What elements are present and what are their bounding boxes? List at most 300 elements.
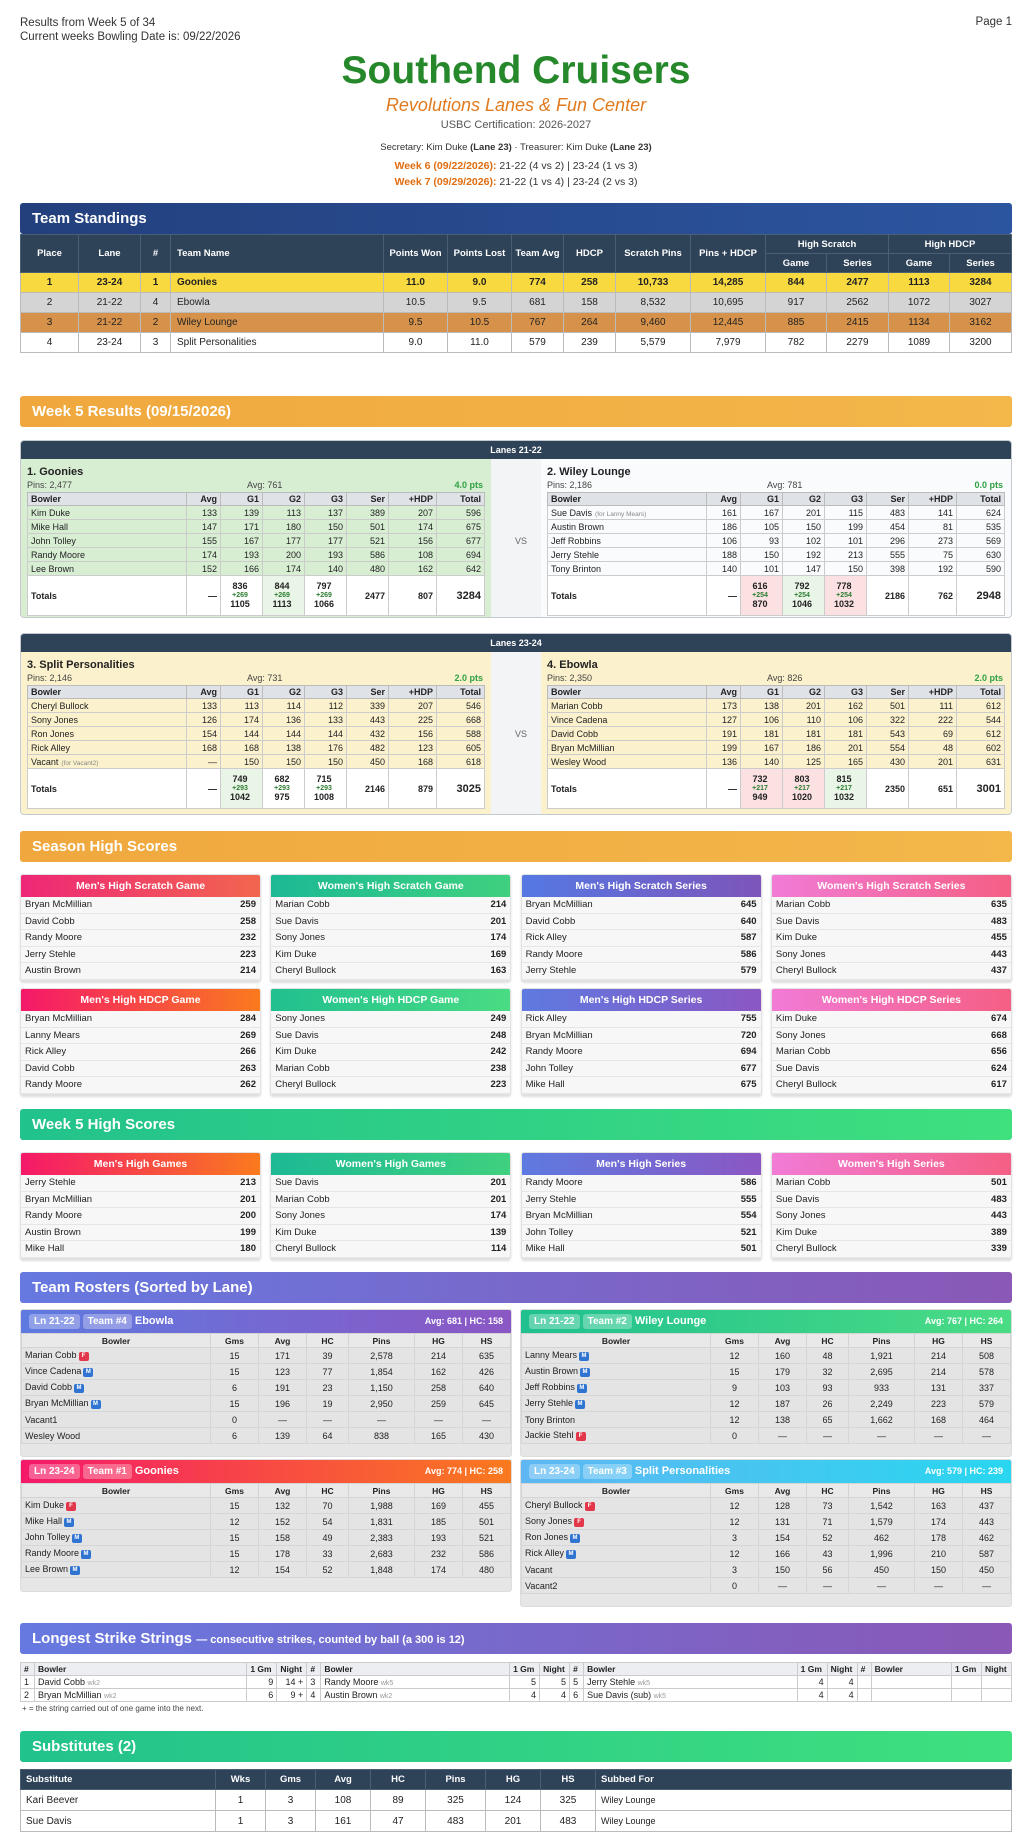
- bowler-name: Austin Brown: [324, 1690, 378, 1700]
- bowler-name: Vince Cadena: [25, 1366, 82, 1377]
- strike-col-header: Bowler: [584, 1663, 798, 1676]
- roster-row: [522, 1396, 1011, 1412]
- bowler-score: 454: [867, 520, 909, 534]
- high-score-card: [270, 988, 511, 1095]
- card-row: [271, 930, 510, 947]
- card-score: 555: [740, 1193, 757, 1205]
- roster-stat: 131: [759, 1514, 807, 1530]
- card-title: Men's High Scratch Series: [522, 875, 761, 897]
- roster-row: [522, 1514, 1011, 1530]
- bowler-score: 140: [741, 755, 783, 769]
- bowler-score: 501: [347, 520, 389, 534]
- standings-cell: 1072: [889, 293, 950, 313]
- substitute-stat: 161: [316, 1811, 371, 1832]
- game-scratch: 778: [836, 581, 852, 591]
- bowler-score: 113: [221, 699, 263, 713]
- standings-cell: 4: [141, 293, 171, 313]
- game-hdcp: +269: [316, 592, 332, 599]
- bowler-name: David Cobb: [25, 1382, 73, 1393]
- bowler-score: 101: [741, 562, 783, 576]
- match-team-left: [21, 652, 491, 815]
- totals-row: [548, 576, 1005, 616]
- card-bowler: Sony Jones: [275, 1013, 325, 1024]
- game-total: [305, 769, 347, 809]
- bowler-score: 176: [305, 741, 347, 755]
- bowler-score: 166: [221, 562, 263, 576]
- roster-stat: 214: [915, 1348, 963, 1364]
- bowler-score: 174: [221, 713, 263, 727]
- roster-stat: 171: [259, 1348, 307, 1364]
- bowler-score: 106: [825, 713, 867, 727]
- roster-stat: —: [349, 1412, 415, 1428]
- card-bowler: Sue Davis: [775, 1193, 820, 1205]
- roster-stat: 174: [415, 1562, 463, 1578]
- roster-stat: 154: [759, 1530, 807, 1546]
- standings-cell: Ebowla: [171, 293, 384, 313]
- game-total: [825, 576, 867, 616]
- bowler-score: 222: [909, 713, 957, 727]
- bowler-name: Rick Alley: [525, 1548, 565, 1559]
- card-row: [522, 1192, 761, 1209]
- totals-label: Totals: [28, 769, 187, 809]
- roster-table: [521, 1483, 1011, 1594]
- roster-bowler: [22, 1546, 211, 1562]
- card-row: [522, 1044, 761, 1061]
- roster-team-number: Team #2: [583, 1314, 632, 1329]
- strike-row: [21, 1676, 1012, 1689]
- bowler-score: 191: [707, 727, 741, 741]
- card-title: Men's High HDCP Series: [522, 989, 761, 1011]
- card-score: 437: [991, 965, 1007, 976]
- standings-cell: 2562: [827, 293, 889, 313]
- roster-stat: 154: [259, 1562, 307, 1578]
- card-row: [271, 914, 510, 931]
- bowler-score: 123: [389, 741, 437, 755]
- bowler-score: 174: [389, 520, 437, 534]
- roster-stat: 163: [915, 1498, 963, 1514]
- bowler-score: 167: [741, 741, 783, 755]
- strike-empty: [952, 1689, 982, 1702]
- high-score-card: [20, 1152, 261, 1259]
- bowler-score: 69: [909, 727, 957, 741]
- card-title: Men's High HDCP Game: [21, 989, 260, 1011]
- card-row: [772, 897, 1011, 914]
- card-bowler: Randy Moore: [525, 1177, 583, 1188]
- roster-row: [22, 1348, 511, 1364]
- roster-stat: 23: [307, 1380, 349, 1396]
- score-col-header: G2: [783, 686, 825, 699]
- card-score: 262: [240, 1079, 256, 1090]
- roster-stat: 521: [463, 1530, 511, 1546]
- card-score: 269: [240, 1029, 256, 1041]
- score-col-header: Avg: [707, 686, 741, 699]
- roster-stat: 26: [807, 1396, 849, 1412]
- standings-cell: 8,532: [616, 293, 691, 313]
- game-scratch: 815: [836, 774, 852, 784]
- game-hdcp: +217: [836, 785, 852, 792]
- card-title: Women's High Scratch Series: [772, 875, 1011, 897]
- card-row: [522, 1225, 761, 1242]
- roster-stat: 455: [463, 1498, 511, 1514]
- female-badge: F: [576, 1432, 586, 1441]
- female-badge: F: [585, 1502, 595, 1511]
- card-bowler: Sony Jones: [775, 1029, 826, 1041]
- roster-col-header: Pins: [849, 1484, 915, 1498]
- roster-stat: 179: [759, 1364, 807, 1380]
- bowler-score: 156: [389, 534, 437, 548]
- standings-cell: 10,695: [691, 293, 766, 313]
- page-number: Page 1: [975, 16, 1012, 28]
- strike-bowler: [584, 1689, 798, 1702]
- bowler-row: [548, 534, 1005, 548]
- standings-cell: 3027: [950, 293, 1012, 313]
- roster-lane: Ln 23-24: [529, 1464, 580, 1479]
- bowler-score: 207: [389, 506, 437, 520]
- card-row: [271, 897, 510, 914]
- bowler-score: 535: [957, 520, 1005, 534]
- roster-col-header: Pins: [849, 1334, 915, 1348]
- substitute-stat: 1: [216, 1811, 266, 1832]
- roster-stat: 54: [307, 1514, 349, 1530]
- card-score: 617: [991, 1079, 1007, 1090]
- game-scratch: 732: [752, 774, 768, 784]
- roster-stat: 430: [463, 1428, 511, 1444]
- roster-stat: 160: [759, 1348, 807, 1364]
- roster-table: [521, 1333, 1011, 1444]
- roster-stat: 6: [211, 1380, 259, 1396]
- series-total: 2186: [867, 576, 909, 616]
- card-bowler: Cheryl Bullock: [775, 1243, 837, 1254]
- card-bowler: Marian Cobb: [275, 899, 330, 910]
- card-bowler: Jerry Stehle: [525, 965, 577, 976]
- score-col-header: Bowler: [28, 493, 187, 506]
- roster-row: [522, 1578, 1011, 1594]
- roster-team-number: Team #4: [83, 1314, 132, 1329]
- card-score: 624: [991, 1062, 1007, 1074]
- card-bowler: Mike Hall: [25, 1243, 65, 1254]
- high-score-card: [771, 1152, 1012, 1259]
- bowler-name: Ron Jones: [28, 727, 187, 741]
- bowler-score: 201: [825, 741, 867, 755]
- bowler-score: 144: [305, 727, 347, 741]
- roster-stat: 15: [211, 1498, 259, 1514]
- roster-stat: 2,683: [349, 1546, 415, 1562]
- bowler-name: Marian Cobb: [548, 699, 707, 713]
- bowler-score: 543: [867, 727, 909, 741]
- bowler-name: Jeff Robbins: [548, 534, 707, 548]
- team-standings-header: Team Standings: [20, 203, 1012, 234]
- roster-bowler: [22, 1364, 211, 1380]
- roster-col-header: Bowler: [22, 1334, 211, 1348]
- high-score-card: [270, 874, 511, 981]
- bowler-score: 113: [263, 506, 305, 520]
- standings-cell: 10.5: [384, 293, 448, 313]
- card-score: 248: [490, 1029, 507, 1041]
- roster-stat: 165: [415, 1428, 463, 1444]
- standings-cell: 21-22: [79, 293, 141, 313]
- roster-bowler: [522, 1348, 711, 1364]
- bowler-score: 181: [783, 727, 825, 741]
- roster-stat: 15: [211, 1530, 259, 1546]
- roster-row: [22, 1396, 511, 1412]
- bowler-score: 631: [957, 755, 1005, 769]
- strike-week: wk5: [637, 1680, 651, 1687]
- game-total-value: 1020: [791, 792, 813, 802]
- roster-stat: 123: [259, 1364, 307, 1380]
- card-bowler: Kim Duke: [775, 1226, 818, 1238]
- roster-stats: Avg: 579 | HC: 239: [924, 1466, 1003, 1476]
- bowler-score: 126: [187, 713, 221, 727]
- bowler-score: 101: [825, 534, 867, 548]
- card-row: [21, 897, 260, 914]
- card-title: Men's High Games: [21, 1153, 260, 1175]
- strike-week: wk5: [380, 1680, 394, 1687]
- standings-cell: 1: [141, 273, 171, 293]
- bowler-score: 150: [221, 755, 263, 769]
- card-bowler: Sue Davis: [275, 1029, 319, 1041]
- card-row: [21, 1225, 260, 1242]
- roster-stat: 258: [415, 1380, 463, 1396]
- sub-col-header: Wks: [216, 1770, 266, 1790]
- roster-table: [21, 1483, 511, 1578]
- bowler-score: 199: [825, 520, 867, 534]
- card-bowler: Rick Alley: [525, 932, 567, 943]
- game-total: [741, 769, 783, 809]
- score-col-header: G2: [783, 493, 825, 506]
- roster-row: [522, 1546, 1011, 1562]
- bowler-score: 110: [783, 713, 825, 727]
- sub-col-header: Avg: [316, 1770, 371, 1790]
- roster-stat: 131: [915, 1380, 963, 1396]
- hdp-total: 879: [389, 769, 437, 809]
- bowler-score: 168: [221, 741, 263, 755]
- bowler-score: 430: [867, 755, 909, 769]
- roster-stat: 645: [463, 1396, 511, 1412]
- bowler-name: John Tolley: [28, 534, 187, 548]
- substitute-stat: 3: [266, 1811, 316, 1832]
- roster-stat: 587: [963, 1546, 1011, 1562]
- bowler-name: Jackie Stehl: [525, 1430, 574, 1441]
- bowler-row: [548, 548, 1005, 562]
- roster-stat: 12: [711, 1412, 759, 1428]
- strike-empty: [857, 1689, 871, 1702]
- match-team-right: [541, 652, 1011, 815]
- sub-col-header: Subbed For: [596, 1770, 1012, 1790]
- card-row: [271, 1011, 510, 1028]
- card-bowler: Randy Moore: [525, 948, 583, 960]
- card-score: 443: [991, 1210, 1007, 1221]
- totals-row: [548, 769, 1005, 809]
- rosters-header: Team Rosters (Sorted by Lane): [20, 1272, 1012, 1303]
- roster-stat: —: [849, 1578, 915, 1594]
- roster-stat: 586: [463, 1546, 511, 1562]
- roster-bowler: [22, 1348, 211, 1364]
- score-col-header: +HDP: [389, 686, 437, 699]
- substitute-name: Kari Beever: [21, 1790, 216, 1811]
- match-team-name: 2. Wiley Lounge: [547, 466, 631, 478]
- roster-stats: Avg: 774 | HC: 258: [424, 1466, 503, 1476]
- roster-stat: 158: [259, 1530, 307, 1546]
- roster-col-header: HS: [463, 1484, 511, 1498]
- bowler-name: Cheryl Bullock: [525, 1500, 583, 1511]
- game-total-value: 1046: [791, 599, 813, 609]
- card-bowler: Sony Jones: [775, 948, 826, 960]
- card-bowler: Kim Duke: [775, 932, 818, 943]
- substitute-stat: 3: [266, 1790, 316, 1811]
- score-col-header: G2: [263, 686, 305, 699]
- roster-stat: 49: [307, 1530, 349, 1546]
- totals-avg: —: [707, 576, 741, 616]
- card-score: 242: [490, 1046, 507, 1057]
- roster-col-header: Gms: [211, 1334, 259, 1348]
- card-bowler: Jerry Stehle: [25, 948, 76, 960]
- high-score-card: [20, 988, 261, 1095]
- strike-col-header: Night: [827, 1663, 857, 1676]
- bowler-name: Sony Jones: [525, 1516, 573, 1527]
- roster-stat: 443: [963, 1514, 1011, 1530]
- standings-cell: 885: [766, 313, 827, 333]
- bowler-score: 167: [221, 534, 263, 548]
- roster-stat: —: [415, 1412, 463, 1428]
- bowler-score: 192: [783, 548, 825, 562]
- substitute-stat: 483: [541, 1811, 596, 1832]
- bowler-score: 192: [909, 562, 957, 576]
- card-bowler: Bryan McMillian: [25, 899, 93, 910]
- roster-stat: 501: [463, 1514, 511, 1530]
- roster-stat: 93: [807, 1380, 849, 1396]
- card-row: [772, 1225, 1011, 1242]
- game-total-value: 949: [752, 792, 768, 802]
- bowler-score: 154: [187, 727, 221, 741]
- game-scratch: 682: [274, 774, 290, 784]
- roster-stat: 933: [849, 1380, 915, 1396]
- roster-stat: 0: [211, 1412, 259, 1428]
- game-hdcp: +254: [752, 592, 768, 599]
- bowler-score: 339: [347, 699, 389, 713]
- card-bowler: Lanny Mears: [25, 1029, 80, 1041]
- standings-cell: 844: [766, 273, 827, 293]
- card-bowler: Sony Jones: [275, 1210, 325, 1221]
- card-row: [271, 1208, 510, 1225]
- roster-bowler: [522, 1562, 711, 1578]
- roster-col-header: Pins: [349, 1484, 415, 1498]
- roster-stat: 462: [963, 1530, 1011, 1546]
- card-row: [522, 914, 761, 931]
- card-title: Women's High HDCP Game: [271, 989, 510, 1011]
- report-info: [20, 16, 241, 44]
- bowler-score: 138: [263, 741, 305, 755]
- roster-stat: 508: [963, 1348, 1011, 1364]
- roster-stat: —: [849, 1428, 915, 1444]
- team-pins: Pins: 2,186: [547, 480, 593, 490]
- roster-stat: 578: [963, 1364, 1011, 1380]
- standings-cell: 3162: [950, 313, 1012, 333]
- bowler-name: Vacant (for Vacant2): [28, 755, 187, 769]
- roster-stat: 259: [415, 1396, 463, 1412]
- card-bowler: John Tolley: [525, 1062, 573, 1074]
- roster-stat: 2,578: [349, 1348, 415, 1364]
- roster-row: [22, 1562, 511, 1578]
- card-bowler: Marian Cobb: [775, 1177, 831, 1188]
- card-row: [522, 963, 761, 980]
- high-score-card: [521, 988, 762, 1095]
- roster-row: [522, 1364, 1011, 1380]
- roster-stat: 162: [415, 1364, 463, 1380]
- card-score: 389: [991, 1226, 1007, 1238]
- strike-empty: [871, 1689, 951, 1702]
- bowler-name: Cheryl Bullock: [28, 699, 187, 713]
- game-hdcp: +217: [752, 785, 768, 792]
- card-bowler: Rick Alley: [25, 1046, 67, 1057]
- bowler-score: 213: [825, 548, 867, 562]
- card-row: [522, 947, 761, 964]
- bowler-score: 162: [389, 562, 437, 576]
- roster-stat: 635: [463, 1348, 511, 1364]
- roster-row: [22, 1514, 511, 1530]
- bowler-row: [28, 548, 485, 562]
- standings-cell: 258: [564, 273, 616, 293]
- card-row: [772, 1175, 1011, 1192]
- roster-stat: 166: [759, 1546, 807, 1562]
- roster-stat: 19: [307, 1396, 349, 1412]
- roster-stat: 43: [807, 1546, 849, 1562]
- high-score-card: [270, 1152, 511, 1259]
- bowler-score: 112: [305, 699, 347, 713]
- strike-rank: 1: [21, 1676, 35, 1689]
- roster-row: [22, 1412, 511, 1428]
- strike-week: wk2: [87, 1680, 100, 1687]
- standings-cell: 264: [564, 313, 616, 333]
- roster-stat: 39: [307, 1348, 349, 1364]
- bowler-score: 165: [825, 755, 867, 769]
- card-row: [21, 947, 260, 964]
- roster-team-name: Split Personalities: [634, 1465, 731, 1477]
- sub-col-header: HS: [541, 1770, 596, 1790]
- match-team-name: 1. Goonies: [27, 466, 84, 478]
- roster-stats: Avg: 681 | HC: 158: [424, 1316, 503, 1326]
- match-team-meta: [547, 671, 1005, 685]
- bowler-name: Lee Brown: [28, 562, 187, 576]
- strike-game: 4: [510, 1689, 540, 1702]
- standings-cell: 10,733: [616, 273, 691, 293]
- card-bowler: Marian Cobb: [775, 1046, 831, 1057]
- roster-bowler: [522, 1412, 711, 1428]
- card-bowler: Austin Brown: [25, 965, 81, 976]
- bowler-name: Randy Moore: [28, 548, 187, 562]
- team-points: 2.0 pts: [454, 673, 483, 683]
- male-badge: M: [577, 1384, 587, 1393]
- roster-stat: 2,383: [349, 1530, 415, 1546]
- card-row: [271, 1241, 510, 1258]
- roster-stat: 139: [259, 1428, 307, 1444]
- roster-bowler: [522, 1380, 711, 1396]
- game-hdcp: +254: [794, 592, 810, 599]
- bowler-score: 389: [347, 506, 389, 520]
- standings-cell: 782: [766, 333, 827, 353]
- bowler-row: [548, 699, 1005, 713]
- card-bowler: David Cobb: [25, 1062, 75, 1074]
- bowler-name: Vacant2: [525, 1580, 558, 1591]
- card-score: 579: [740, 965, 757, 976]
- card-row: [21, 1241, 260, 1258]
- bowler-score: 588: [437, 727, 485, 741]
- roster-stat: 2,249: [849, 1396, 915, 1412]
- strike-game: 4: [797, 1689, 827, 1702]
- strike-night: 4: [827, 1676, 857, 1689]
- card-score: 163: [490, 965, 507, 976]
- bowler-name: Bryan McMillian: [548, 741, 707, 755]
- bowler-name: Bryan McMillian: [38, 1690, 102, 1700]
